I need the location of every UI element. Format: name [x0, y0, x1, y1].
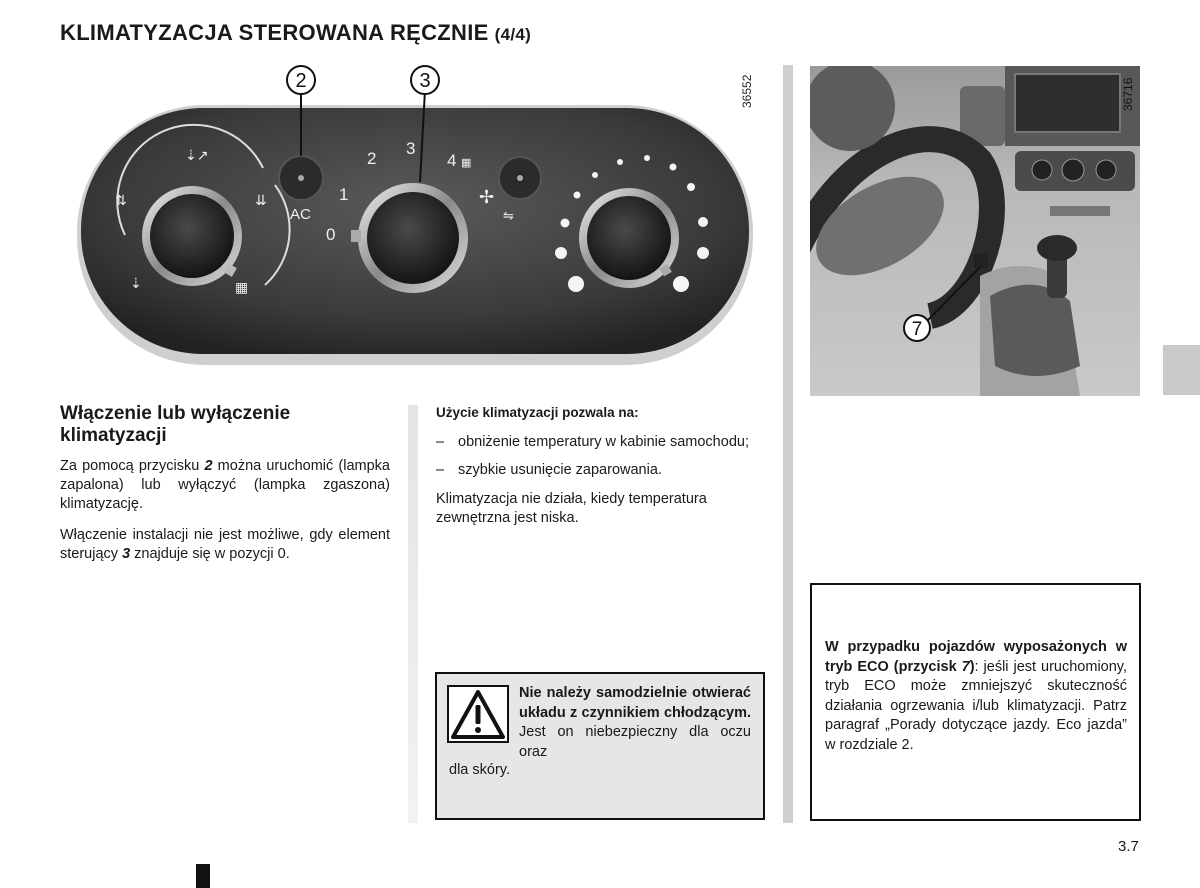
fan-speed-2: 2	[367, 149, 377, 168]
panel-ref-code: 36552	[740, 74, 754, 108]
ref-7: 7	[961, 658, 970, 675]
warning-text: Nie należy samodzielnie otwierać układu z czynnikiem chłodzącym. Jest on niebezpieczny dla oczu oraz	[519, 685, 751, 760]
eco-mode-text: W przypadku pojazdów wyposażonych w tryb ECO (przycisk 7): jeśli jest uruchomiony, tryb ECO może zmniejszyć skuteczność działania ogrzewania i/lub klimatyzacji. Patrz paragraf „Porady dotyczące jazdy. Eco jazda” w rozdziale 2.	[825, 639, 1127, 753]
column-divider-middle	[408, 405, 418, 823]
vent-feet-icon: ⇣	[130, 276, 142, 292]
section-heading: Włączenie lub wyłączenie klimatyzacji	[60, 403, 291, 446]
recirculation-icon: ⇋	[503, 209, 514, 224]
page-number: 3.7	[1118, 838, 1139, 855]
callout-3: 3	[419, 70, 431, 92]
temperature-knob	[579, 188, 679, 288]
callout-7: 7	[911, 319, 923, 340]
page-title-suffix: (4/4)	[494, 25, 532, 44]
ref-2: 2	[204, 458, 213, 474]
chapter-tab-marker	[1163, 345, 1200, 395]
eco-mode-box	[810, 583, 1141, 821]
warning-box	[435, 672, 765, 820]
ac-button	[279, 156, 323, 200]
dashboard-photo-figure	[810, 66, 1140, 396]
warning-triangle-icon	[447, 685, 509, 743]
vent-face-feet-icon: ⇅	[115, 193, 127, 209]
list-item: – szybkie usunięcie zaparowania.	[436, 462, 662, 478]
ref-3: 3	[122, 546, 131, 562]
left-column-text	[60, 457, 390, 576]
photo-ref-code: 36716	[1121, 77, 1135, 111]
fan-speed-3: 3	[406, 139, 416, 158]
usage-list	[436, 433, 766, 480]
callout-2: 2	[295, 70, 307, 92]
column-divider-right	[783, 65, 793, 823]
page-title	[60, 20, 531, 46]
vent-feet-windscreen-icon: ⇊	[255, 193, 267, 209]
rear-defrost-icon: ▦	[235, 280, 249, 296]
list-item: – obniżenie temperatury w kabinie samochodu;	[436, 434, 749, 450]
climate-control-panel-figure	[75, 60, 755, 370]
page-title-text: KLIMATYZACJA STEROWANA RĘCZNIE	[60, 20, 489, 45]
paragraph-ac-button: Za pomocą przycisku 2 można uruchomić (lampka zapalona) lub wyłączyć (lampka zgaszona) klimatyzację.	[60, 458, 390, 512]
fan-speed-1: 1	[339, 185, 349, 204]
fan-speed-0: 0	[326, 225, 336, 244]
recirculation-button	[499, 157, 541, 199]
warning-text-tail: dla skóry.	[449, 762, 510, 778]
crop-mark	[196, 864, 210, 888]
middle-column-text	[436, 403, 766, 528]
windscreen-defrost-icon: ▦	[461, 156, 472, 169]
fan-speed-4: 4	[447, 151, 457, 170]
ac-label: AC	[290, 206, 311, 223]
vent-face-icon: ⇣↗	[185, 148, 209, 164]
paragraph-position-zero: Włączenie instalacji nie jest możliwe, gdy element sterujący 3 znajduje się w pozycji 0.	[60, 527, 390, 562]
usage-lead: Użycie klimatyzacji pozwala na:	[436, 405, 639, 420]
fan-icon: ✢	[479, 187, 495, 208]
low-temperature-note: Klimatyzacja nie działa, kiedy temperatura zewnętrzna jest niska.	[436, 491, 707, 526]
